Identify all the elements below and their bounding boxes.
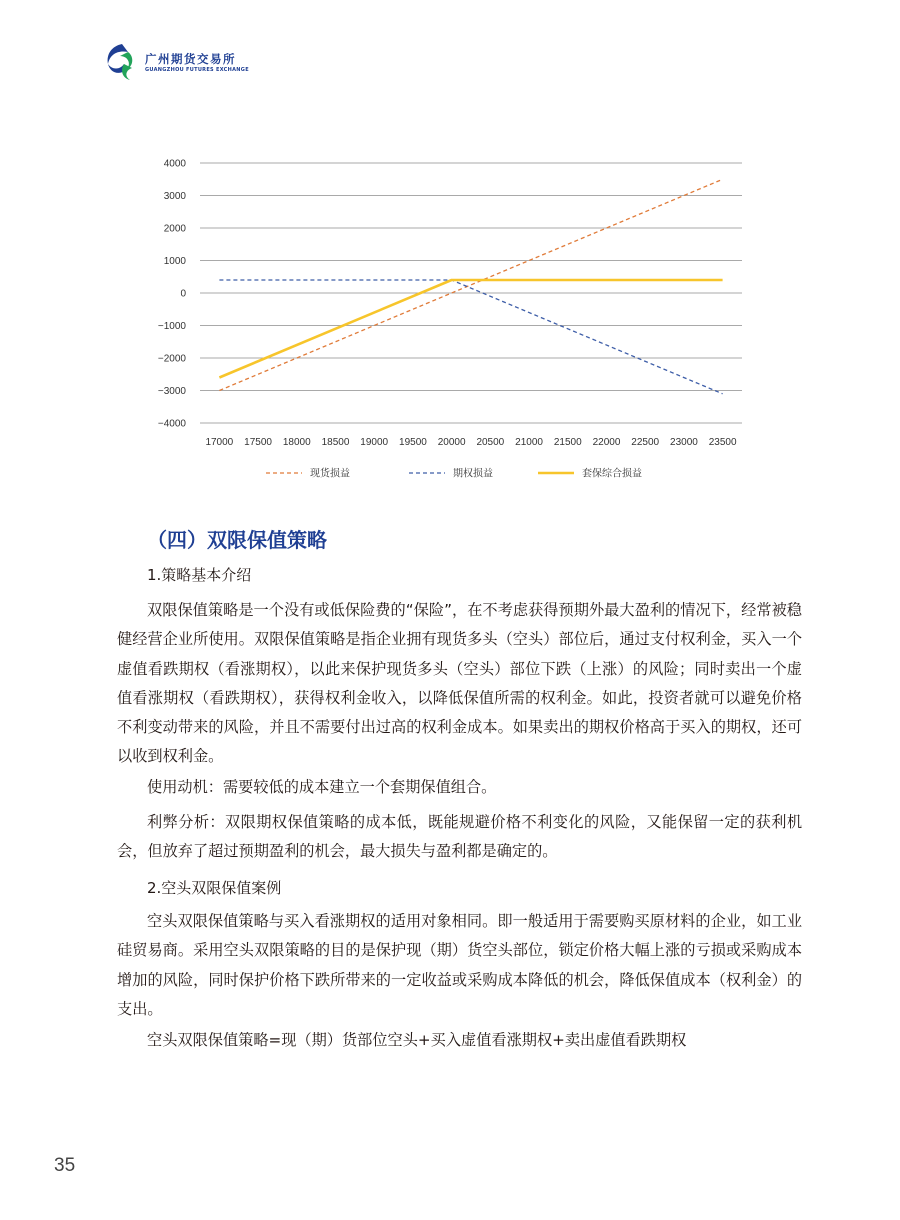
x-tick-label: 23000 xyxy=(670,437,698,448)
y-tick-label: −2000 xyxy=(157,353,186,365)
y-tick-label: 3000 xyxy=(163,191,186,202)
paragraph-motivation: 使用动机：需要较低的成本建立一个套期保值组合。 xyxy=(147,778,497,796)
y-tick-label: 4000 xyxy=(163,158,186,170)
paragraph-short-collar-description: 空头双限保值策略与买入看涨期权的适用对象相同。即一般适用于需要购买原材料的企业，如工业硅贸易商。采用空头双限策略的目的是保护现（期）货空头部位，锁定价格大幅上涨的亏损或采购成本增加的风险，同时保护价格下跌所带来的一定收益或采购成本降低的机会，降低保值成本（权利金）的支出。 xyxy=(117,912,802,1018)
x-tick-label: 22000 xyxy=(592,437,621,448)
exchange-logo xyxy=(104,40,254,84)
x-tick-label: 20500 xyxy=(476,437,505,448)
paragraph-short-collar-formula: 空头双限保值策略=现（期）货部位空头+买入虚值看涨期权+卖出虚值看跌期权 xyxy=(147,1031,687,1049)
x-tick-label: 21500 xyxy=(553,437,582,448)
series-line-1 xyxy=(219,179,722,390)
y-tick-label: −4000 xyxy=(157,418,186,430)
y-tick-label: −1000 xyxy=(157,321,186,332)
paragraph-pros-cons: 利弊分析：双限期权保值策略的成本低，既能规避价格不利变化的风险，又能保留一定的获利机会，但放弃了超过预期盈利的机会，最大损失与盈利都是确定的。 xyxy=(117,813,802,861)
subheading-short-collar-case: 2.空头双限保值案例 xyxy=(147,879,282,897)
section-title: （四）双限保值策略 xyxy=(147,528,327,552)
x-tick-label: 19000 xyxy=(360,437,389,448)
y-tick-label: −3000 xyxy=(157,386,186,397)
series-line-2 xyxy=(219,280,722,394)
x-tick-label: 18500 xyxy=(321,437,350,448)
y-tick-label: 0 xyxy=(180,288,186,300)
x-tick-label: 22500 xyxy=(631,437,660,448)
x-tick-label: 21000 xyxy=(515,437,543,448)
logo-chinese-name: 广州期货交易所 xyxy=(145,52,236,66)
profit-loss-line-chart xyxy=(130,148,770,488)
x-tick-label: 20000 xyxy=(437,437,466,448)
page-number: 35 xyxy=(54,1155,76,1176)
x-tick-label: 17000 xyxy=(205,437,234,448)
logo-emblem-icon xyxy=(104,40,142,84)
legend-label-2: 期权损益 xyxy=(453,468,493,480)
legend-label-3: 套保综合损益 xyxy=(582,468,642,480)
x-tick-label: 23500 xyxy=(708,437,737,448)
x-tick-label: 18000 xyxy=(282,437,311,448)
legend-label-1: 现货损益 xyxy=(310,468,350,480)
y-tick-label: 1000 xyxy=(163,256,186,267)
x-tick-label: 19500 xyxy=(399,437,427,448)
subheading-strategy-intro: 1.策略基本介绍 xyxy=(147,566,252,584)
paragraph-strategy-definition: 双限保值策略是一个没有或低保险费的“保险”，在不考虑获得预期外最大盈利的情况下，经常被稳健经营企业所使用。双限保值策略是指企业拥有现货多头（空头）部位后，通过支付权利金，买入一个虚值看跌期权（看涨期权），以此来保护现货多头（空头）部位下跌（上涨）的风险；同时卖出一个虚值看涨期权（看跌期权），获得权利金收入，以降低保值所需的权利金。如此，投资者就可以避免价格不利变动带来的风险，并且不需要付出过高的权利金成本。如果卖出的期权价格高于买入的期权，还可以收到权利金。 xyxy=(117,601,802,766)
series-line-3 xyxy=(219,280,722,378)
x-tick-label: 17500 xyxy=(244,437,272,448)
logo-english-name: GUANGZHOU FUTURES EXCHANGE xyxy=(145,67,249,73)
y-tick-label: 2000 xyxy=(163,223,186,235)
